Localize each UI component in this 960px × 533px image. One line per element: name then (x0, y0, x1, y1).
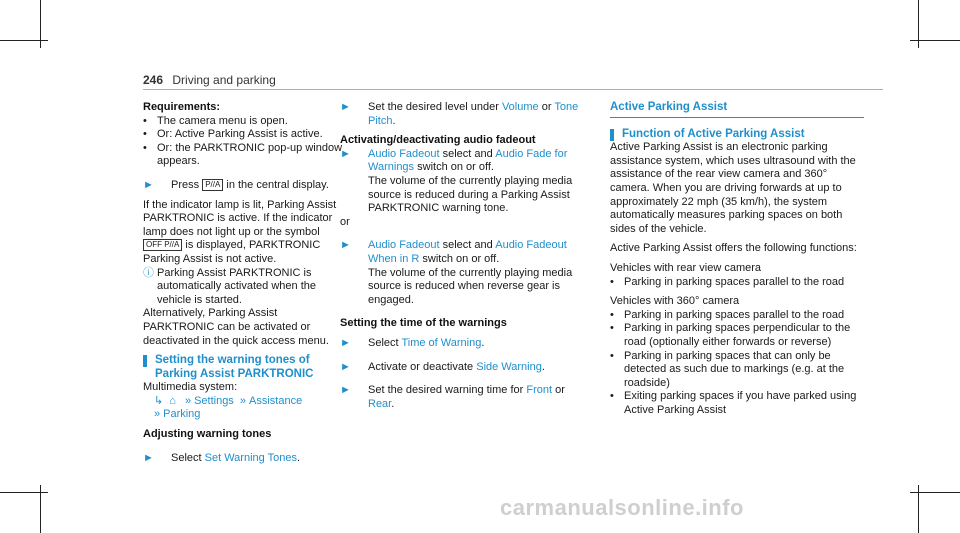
step-arrow-icon: ► (143, 178, 154, 191)
page-header (143, 73, 276, 87)
section-title: Driving and parking (172, 73, 276, 87)
list-item: • Or: Active Parking Assist is active. (143, 128, 323, 141)
section-heading: Function of Active Parking Assist (610, 128, 860, 142)
vehicle-type: Vehicles with 360° camera (610, 295, 740, 308)
crop-mark (910, 492, 960, 493)
crop-mark (910, 40, 960, 41)
menu-path: ↳ ⌂ » Settings » Assistance » Parking (154, 394, 303, 421)
info-icon: ⓘ (143, 266, 154, 279)
home-icon: ⌂ (169, 394, 176, 407)
vehicle-type: Vehicles with rear view camera (610, 261, 762, 274)
system-label: Multimedia system: (143, 381, 238, 394)
section-heading: Setting the warning tones of Parking Assist PARKTRONIC (143, 354, 343, 381)
parking-key-icon: P//A (202, 179, 223, 191)
paragraph: Active Parking Assist is an electronic parking assistance system, which uses ultrasound with the assistance of the rear view camera and 360° camera. When you are driving forwards at up to approximately 22 mph (35 km/h), the system automatically measures parking spaces on both sides of the vehicle. (610, 141, 856, 235)
or-text: or (340, 215, 350, 228)
parking-off-icon: OFF P//A (143, 239, 182, 251)
list-item: • The camera menu is open. (143, 114, 288, 127)
list-item: • Or: the PARKTRONIC pop-up window appears. (143, 141, 343, 168)
step: ► Activate or deactivate Side Warning. (340, 360, 545, 373)
column-2 (340, 101, 580, 411)
step: ► Set the desired level under Volume or Tone Pitch. (340, 101, 579, 127)
list-item: • Parking in parking spaces parallel to the road (610, 308, 845, 321)
list-item: • Exiting parking spaces if you have parked using Active Parking Assist (610, 390, 857, 416)
step: ► Audio Fadeout select and Audio Fade for Warnings switch on or off. The volume of the currently playing media source is reduced during a Parking Assist PARKTRONIC warning tone. (340, 147, 573, 215)
list-item: • Parking in parking spaces perpendicular to the road (optionally either forwards or reverse) (610, 322, 851, 348)
crop-mark (0, 492, 48, 493)
crop-mark (0, 40, 48, 41)
note: ⓘ Parking Assist PARKTRONIC is automatically activated when the vehicle is started. (143, 266, 316, 306)
header-rule (143, 89, 883, 90)
step: ► Set the desired warning time for Front or Rear. (340, 384, 565, 410)
adjust-heading: Adjusting warning tones (143, 428, 272, 441)
page-number: 246 (143, 73, 164, 87)
path-arrow-icon: ↳ (154, 394, 164, 407)
list-item: • Parking in parking spaces that can only be detected as such due to markings (e.g. at the roadside) (610, 349, 845, 389)
column-3 (610, 101, 860, 417)
list-item: • Parking in parking spaces parallel to the road (610, 275, 845, 288)
fadeout-heading: Activating/deactivating audio fadeout (340, 134, 536, 147)
paragraph: If the indicator lamp is lit, Parking Assist PARKTRONIC is active. If the indicator lamp does not light up or the symbol OFF P//A is displayed, PARKTRONIC Parking Assist is not active. (143, 198, 337, 265)
step: ► Select Set Warning Tones. (143, 451, 301, 464)
step: ► Select Time of Warning. (340, 336, 485, 349)
paragraph: Alternatively, Parking Assist PARKTRONIC can be activated or deactivated in the quick access menu. (143, 307, 329, 347)
requirements-heading: Requirements: (143, 101, 221, 113)
watermark: carmanualsonline.info (500, 495, 744, 520)
paragraph: Active Parking Assist offers the following functions: (610, 242, 857, 255)
step: ► Press P//A in the central display. (143, 178, 329, 191)
chapter-title: Active Parking Assist (610, 101, 864, 118)
step: ► Audio Fadeout select and Audio Fadeout When in R switch on or off. The volume of the currently playing media source is reduced when reverse gear is engaged. (340, 239, 573, 306)
time-heading: Setting the time of the warnings (340, 317, 507, 330)
column-1 (143, 101, 343, 465)
